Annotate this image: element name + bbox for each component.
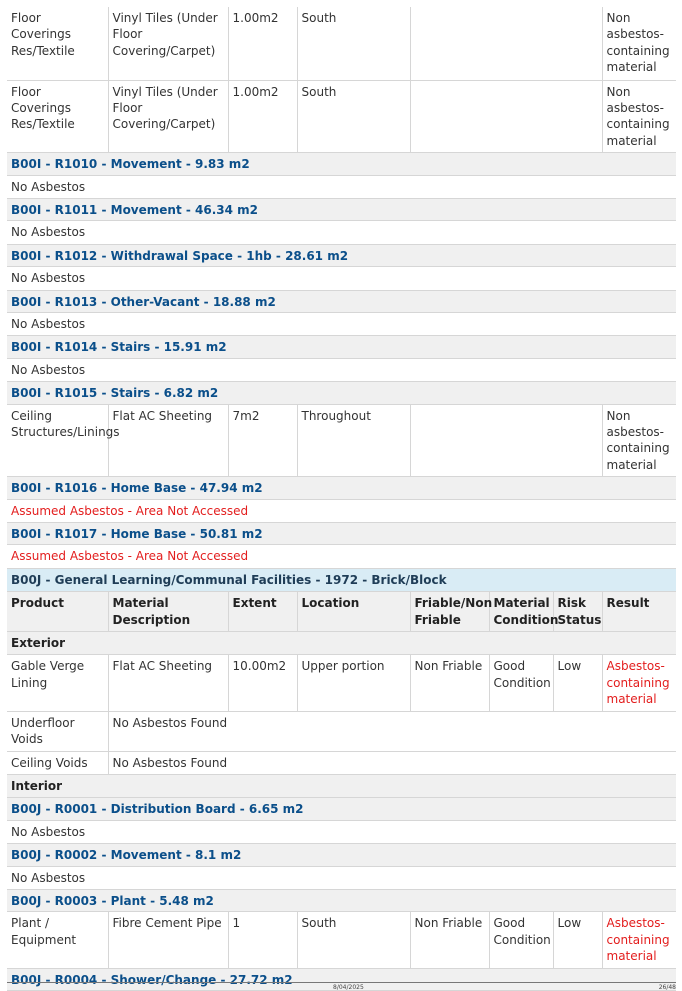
empty-cell — [410, 404, 602, 477]
friable-cell: Non Friable — [410, 912, 489, 968]
header-risk: Risk Status — [553, 592, 602, 632]
room-note: No Asbestos — [7, 866, 676, 889]
header-material: Material Description — [108, 592, 228, 632]
room-title: B00J - R0004 - Shower/Change - 27.72 m2 — [7, 968, 676, 990]
product-cell: Ceiling Structures/Linings — [7, 404, 108, 477]
room-heading-row — [7, 523, 676, 545]
room-heading-row — [7, 798, 676, 820]
header-condition: Material Condition — [489, 592, 553, 632]
room-note: No Asbestos — [7, 267, 676, 290]
room-title: B00I - R1015 - Stairs - 6.82 m2 — [7, 382, 676, 404]
empty-cell — [410, 7, 602, 80]
room-note-row — [7, 499, 676, 522]
extent-cell: 1 — [228, 912, 297, 968]
room-title: B00J - R0003 - Plant - 5.48 m2 — [7, 889, 676, 911]
table-row — [7, 711, 676, 751]
room-note-row — [7, 358, 676, 381]
room-heading-row — [7, 889, 676, 911]
section-row — [7, 632, 676, 655]
material-cell: Vinyl Tiles (Under Floor Covering/Carpet) — [108, 7, 228, 80]
location-cell: Upper portion — [297, 655, 410, 711]
risk-cell: Low — [553, 912, 602, 968]
result-cell: Asbestos-containing material — [602, 912, 676, 968]
finding-cell: No Asbestos Found — [108, 751, 676, 774]
room-note-row — [7, 866, 676, 889]
room-heading-row — [7, 382, 676, 404]
section-row — [7, 774, 676, 797]
section-exterior: Exterior — [7, 632, 676, 655]
material-cell: Fibre Cement Pipe — [108, 912, 228, 968]
room-title: B00I - R1013 - Other-Vacant - 18.88 m2 — [7, 290, 676, 312]
material-cell: Flat AC Sheeting — [108, 655, 228, 711]
room-note: Assumed Asbestos - Area Not Accessed — [7, 499, 676, 522]
room-note: No Asbestos — [7, 358, 676, 381]
condition-cell: Good Condition — [489, 655, 553, 711]
header-friable: Friable/Non Friable — [410, 592, 489, 632]
location-cell: South — [297, 7, 410, 80]
room-heading-row — [7, 477, 676, 499]
material-cell: Flat AC Sheeting — [108, 404, 228, 477]
extent-cell: 1.00m2 — [228, 80, 297, 153]
header-result: Result — [602, 592, 676, 632]
room-title: B00I - R1017 - Home Base - 50.81 m2 — [7, 523, 676, 545]
room-note: No Asbestos — [7, 175, 676, 198]
building-heading-row — [7, 568, 676, 591]
location-cell: South — [297, 912, 410, 968]
table-row — [7, 80, 676, 153]
empty-cell — [410, 80, 602, 153]
table-row — [7, 655, 676, 711]
room-heading-row — [7, 290, 676, 312]
building-title: B00J - General Learning/Communal Facilities - 1972 - Brick/Block — [7, 568, 676, 591]
table-row — [7, 912, 676, 968]
location-cell: Throughout — [297, 404, 410, 477]
product-cell: Gable Verge Lining — [7, 655, 108, 711]
risk-cell: Low — [553, 655, 602, 711]
room-heading-row — [7, 244, 676, 266]
table-row — [7, 751, 676, 774]
asbestos-register-table — [7, 7, 676, 991]
room-note-row — [7, 175, 676, 198]
footer-date: 8/04/2025 — [333, 984, 364, 991]
room-title: B00J - R0001 - Distribution Board - 6.65 m2 — [7, 798, 676, 820]
room-note: Assumed Asbestos - Area Not Accessed — [7, 545, 676, 568]
material-cell: Vinyl Tiles (Under Floor Covering/Carpet) — [108, 80, 228, 153]
room-heading-row — [7, 336, 676, 358]
room-note-row — [7, 545, 676, 568]
header-product: Product — [7, 592, 108, 632]
product-cell: Plant / Equipment — [7, 912, 108, 968]
room-note-row — [7, 221, 676, 244]
extent-cell: 1.00m2 — [228, 7, 297, 80]
column-header-row — [7, 592, 676, 632]
header-extent: Extent — [228, 592, 297, 632]
room-note-row — [7, 267, 676, 290]
condition-cell: Good Condition — [489, 912, 553, 968]
room-title: B00J - R0002 - Movement - 8.1 m2 — [7, 844, 676, 866]
room-title: B00I - R1014 - Stairs - 15.91 m2 — [7, 336, 676, 358]
product-cell: Underfloor Voids — [7, 711, 108, 751]
product-cell: Ceiling Voids — [7, 751, 108, 774]
room-note: No Asbestos — [7, 221, 676, 244]
room-note-row — [7, 312, 676, 335]
room-title: B00I - R1010 - Movement - 9.83 m2 — [7, 153, 676, 175]
register-sheet — [7, 7, 676, 991]
product-cell: Floor Coverings Res/Textile — [7, 7, 108, 80]
header-location: Location — [297, 592, 410, 632]
section-interior: Interior — [7, 774, 676, 797]
page-footer — [7, 982, 676, 990]
room-note: No Asbestos — [7, 312, 676, 335]
result-cell: Non asbestos-containing material — [602, 7, 676, 80]
table-row — [7, 7, 676, 80]
result-cell: Non asbestos-containing material — [602, 404, 676, 477]
finding-cell: No Asbestos Found — [108, 711, 676, 751]
table-row — [7, 404, 676, 477]
extent-cell: 7m2 — [228, 404, 297, 477]
result-cell: Asbestos-containing material — [602, 655, 676, 711]
room-title: B00I - R1011 - Movement - 46.34 m2 — [7, 198, 676, 220]
room-note: No Asbestos — [7, 820, 676, 843]
room-heading-row — [7, 198, 676, 220]
room-title: B00I - R1016 - Home Base - 47.94 m2 — [7, 477, 676, 499]
room-heading-row — [7, 153, 676, 175]
room-heading-row — [7, 844, 676, 866]
location-cell: South — [297, 80, 410, 153]
room-note-row — [7, 820, 676, 843]
footer-page-number: 26/48 — [658, 984, 676, 991]
product-cell: Floor Coverings Res/Textile — [7, 80, 108, 153]
room-title: B00I - R1012 - Withdrawal Space - 1hb - 28.61 m2 — [7, 244, 676, 266]
result-cell: Non asbestos-containing material — [602, 80, 676, 153]
extent-cell: 10.00m2 — [228, 655, 297, 711]
friable-cell: Non Friable — [410, 655, 489, 711]
